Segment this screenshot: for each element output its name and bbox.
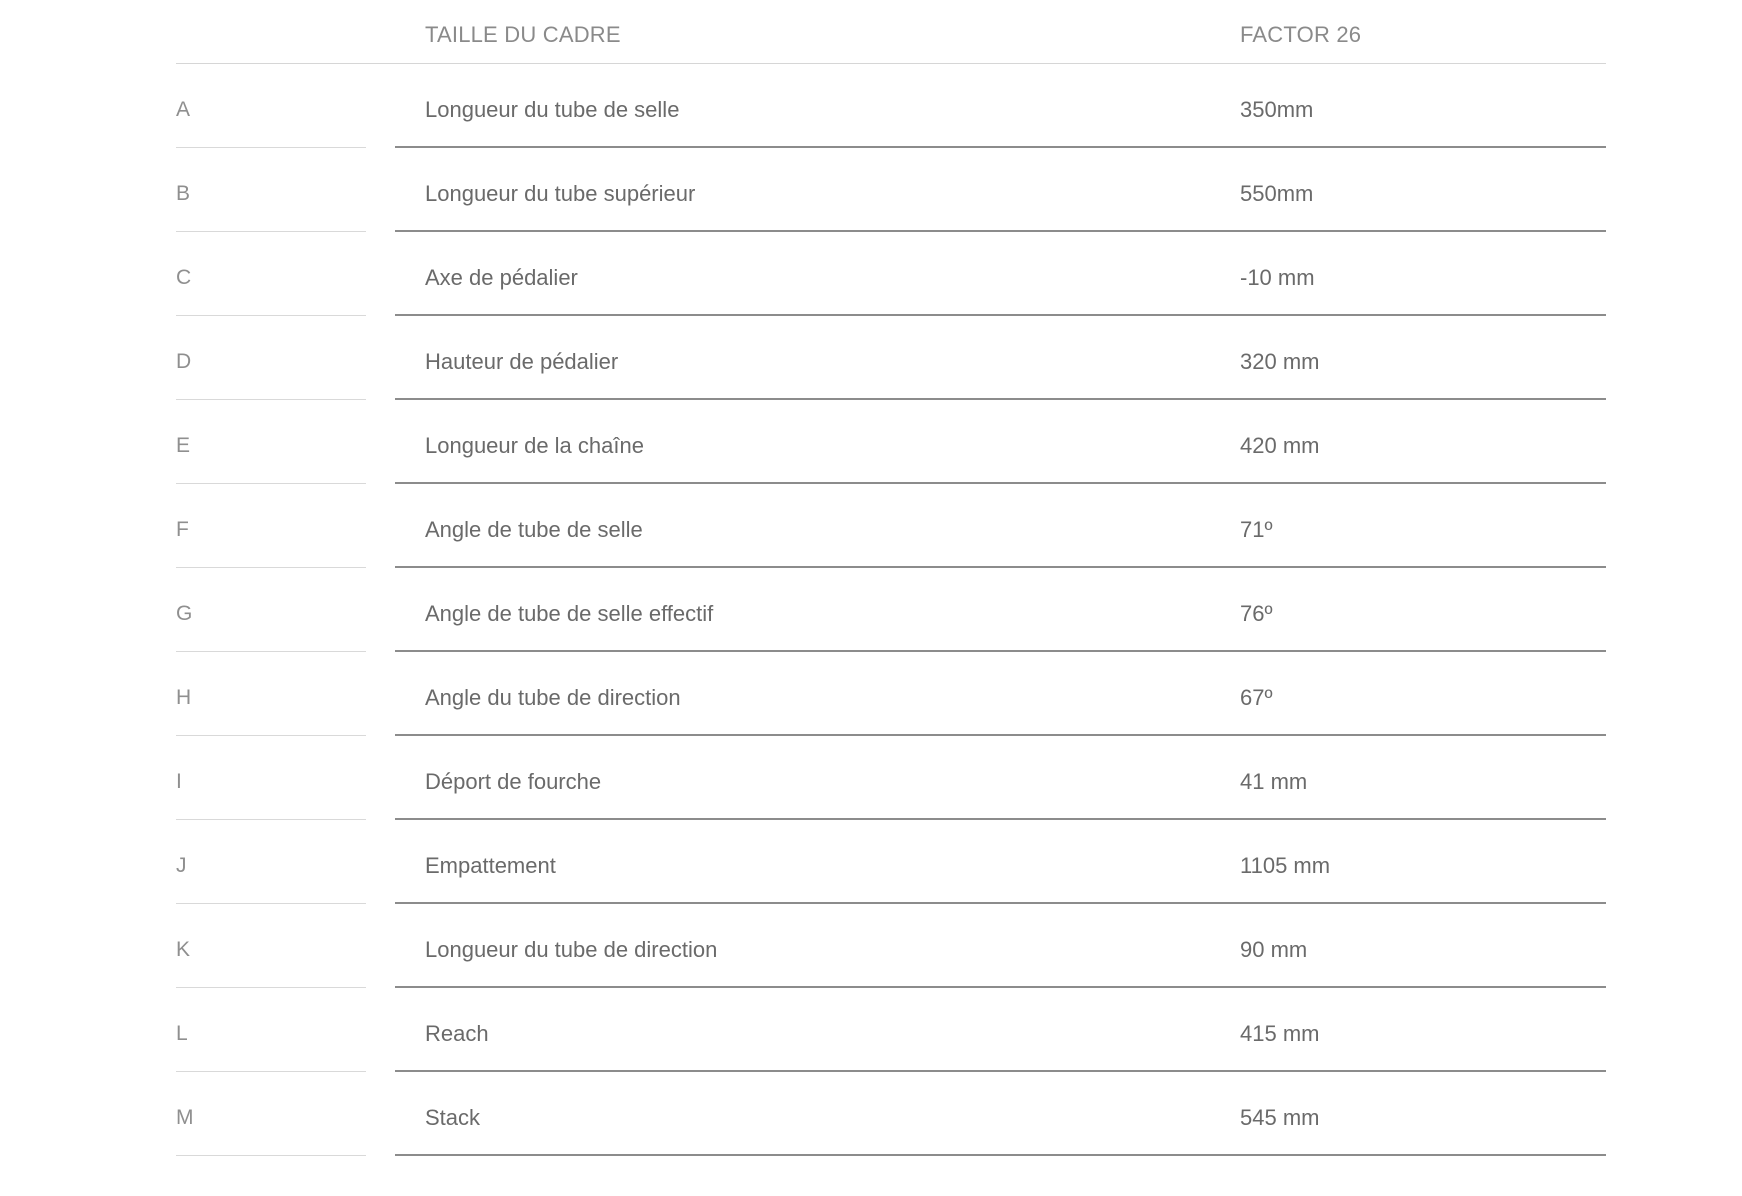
row-label: Reach	[425, 1021, 489, 1046]
row-label: Angle de tube de selle effectif	[425, 601, 714, 626]
row-value: 71º	[1240, 517, 1273, 542]
row-letter: M	[176, 1106, 194, 1129]
table-row	[176, 1072, 1606, 1156]
row-label: Longueur du tube de selle	[425, 97, 680, 122]
row-value: 545 mm	[1240, 1105, 1320, 1130]
table-row	[176, 148, 1606, 232]
row-value: 90 mm	[1240, 937, 1308, 962]
row-letter: J	[176, 854, 187, 877]
row-divider	[395, 1154, 1606, 1156]
row-label: Axe de pédalier	[425, 265, 578, 290]
row-letter: C	[176, 266, 192, 289]
row-label: Hauteur de pédalier	[425, 349, 619, 374]
row-value: 41 mm	[1240, 769, 1308, 794]
table-row	[176, 988, 1606, 1072]
row-letter: F	[176, 518, 189, 541]
row-value: 67º	[1240, 685, 1273, 710]
row-letter: L	[176, 1022, 188, 1045]
geometry-table	[176, 0, 1606, 1156]
row-value: 415 mm	[1240, 1021, 1320, 1046]
row-letter: B	[176, 182, 191, 205]
row-label: Longueur de la chaîne	[425, 433, 644, 458]
table-row	[176, 232, 1606, 316]
row-label: Empattement	[425, 853, 556, 878]
row-label: Stack	[425, 1105, 481, 1130]
letter-divider	[176, 1155, 366, 1156]
row-value: 350mm	[1240, 97, 1314, 122]
row-letter: A	[176, 98, 191, 121]
table-row	[176, 904, 1606, 988]
row-value: 320 mm	[1240, 349, 1320, 374]
table-row	[176, 484, 1606, 568]
row-letter: H	[176, 686, 192, 709]
row-label: Angle du tube de direction	[425, 685, 681, 710]
row-label: Déport de fourche	[425, 769, 602, 794]
header-frame-size: TAILLE DU CADRE	[425, 22, 621, 47]
row-label: Longueur du tube de direction	[425, 937, 718, 962]
row-letter: I	[176, 770, 182, 793]
row-value: 1105 mm	[1240, 853, 1331, 878]
table-row	[176, 820, 1606, 904]
row-value: 76º	[1240, 601, 1273, 626]
row-value: 420 mm	[1240, 433, 1320, 458]
row-label: Angle de tube de selle	[425, 517, 643, 542]
row-letter: D	[176, 350, 192, 373]
row-value: 550mm	[1240, 181, 1314, 206]
table-row	[176, 400, 1606, 484]
row-letter: K	[176, 938, 191, 961]
table-row	[176, 652, 1606, 736]
table-row	[176, 568, 1606, 652]
row-label: Longueur du tube supérieur	[425, 181, 696, 206]
header-model: FACTOR 26	[1240, 22, 1362, 47]
table-row	[176, 316, 1606, 400]
table-row	[176, 64, 1606, 148]
table-row	[176, 736, 1606, 820]
row-value: -10 mm	[1240, 265, 1315, 290]
row-letter: E	[176, 434, 191, 457]
row-letter: G	[176, 602, 193, 625]
table-header	[176, 0, 1606, 64]
